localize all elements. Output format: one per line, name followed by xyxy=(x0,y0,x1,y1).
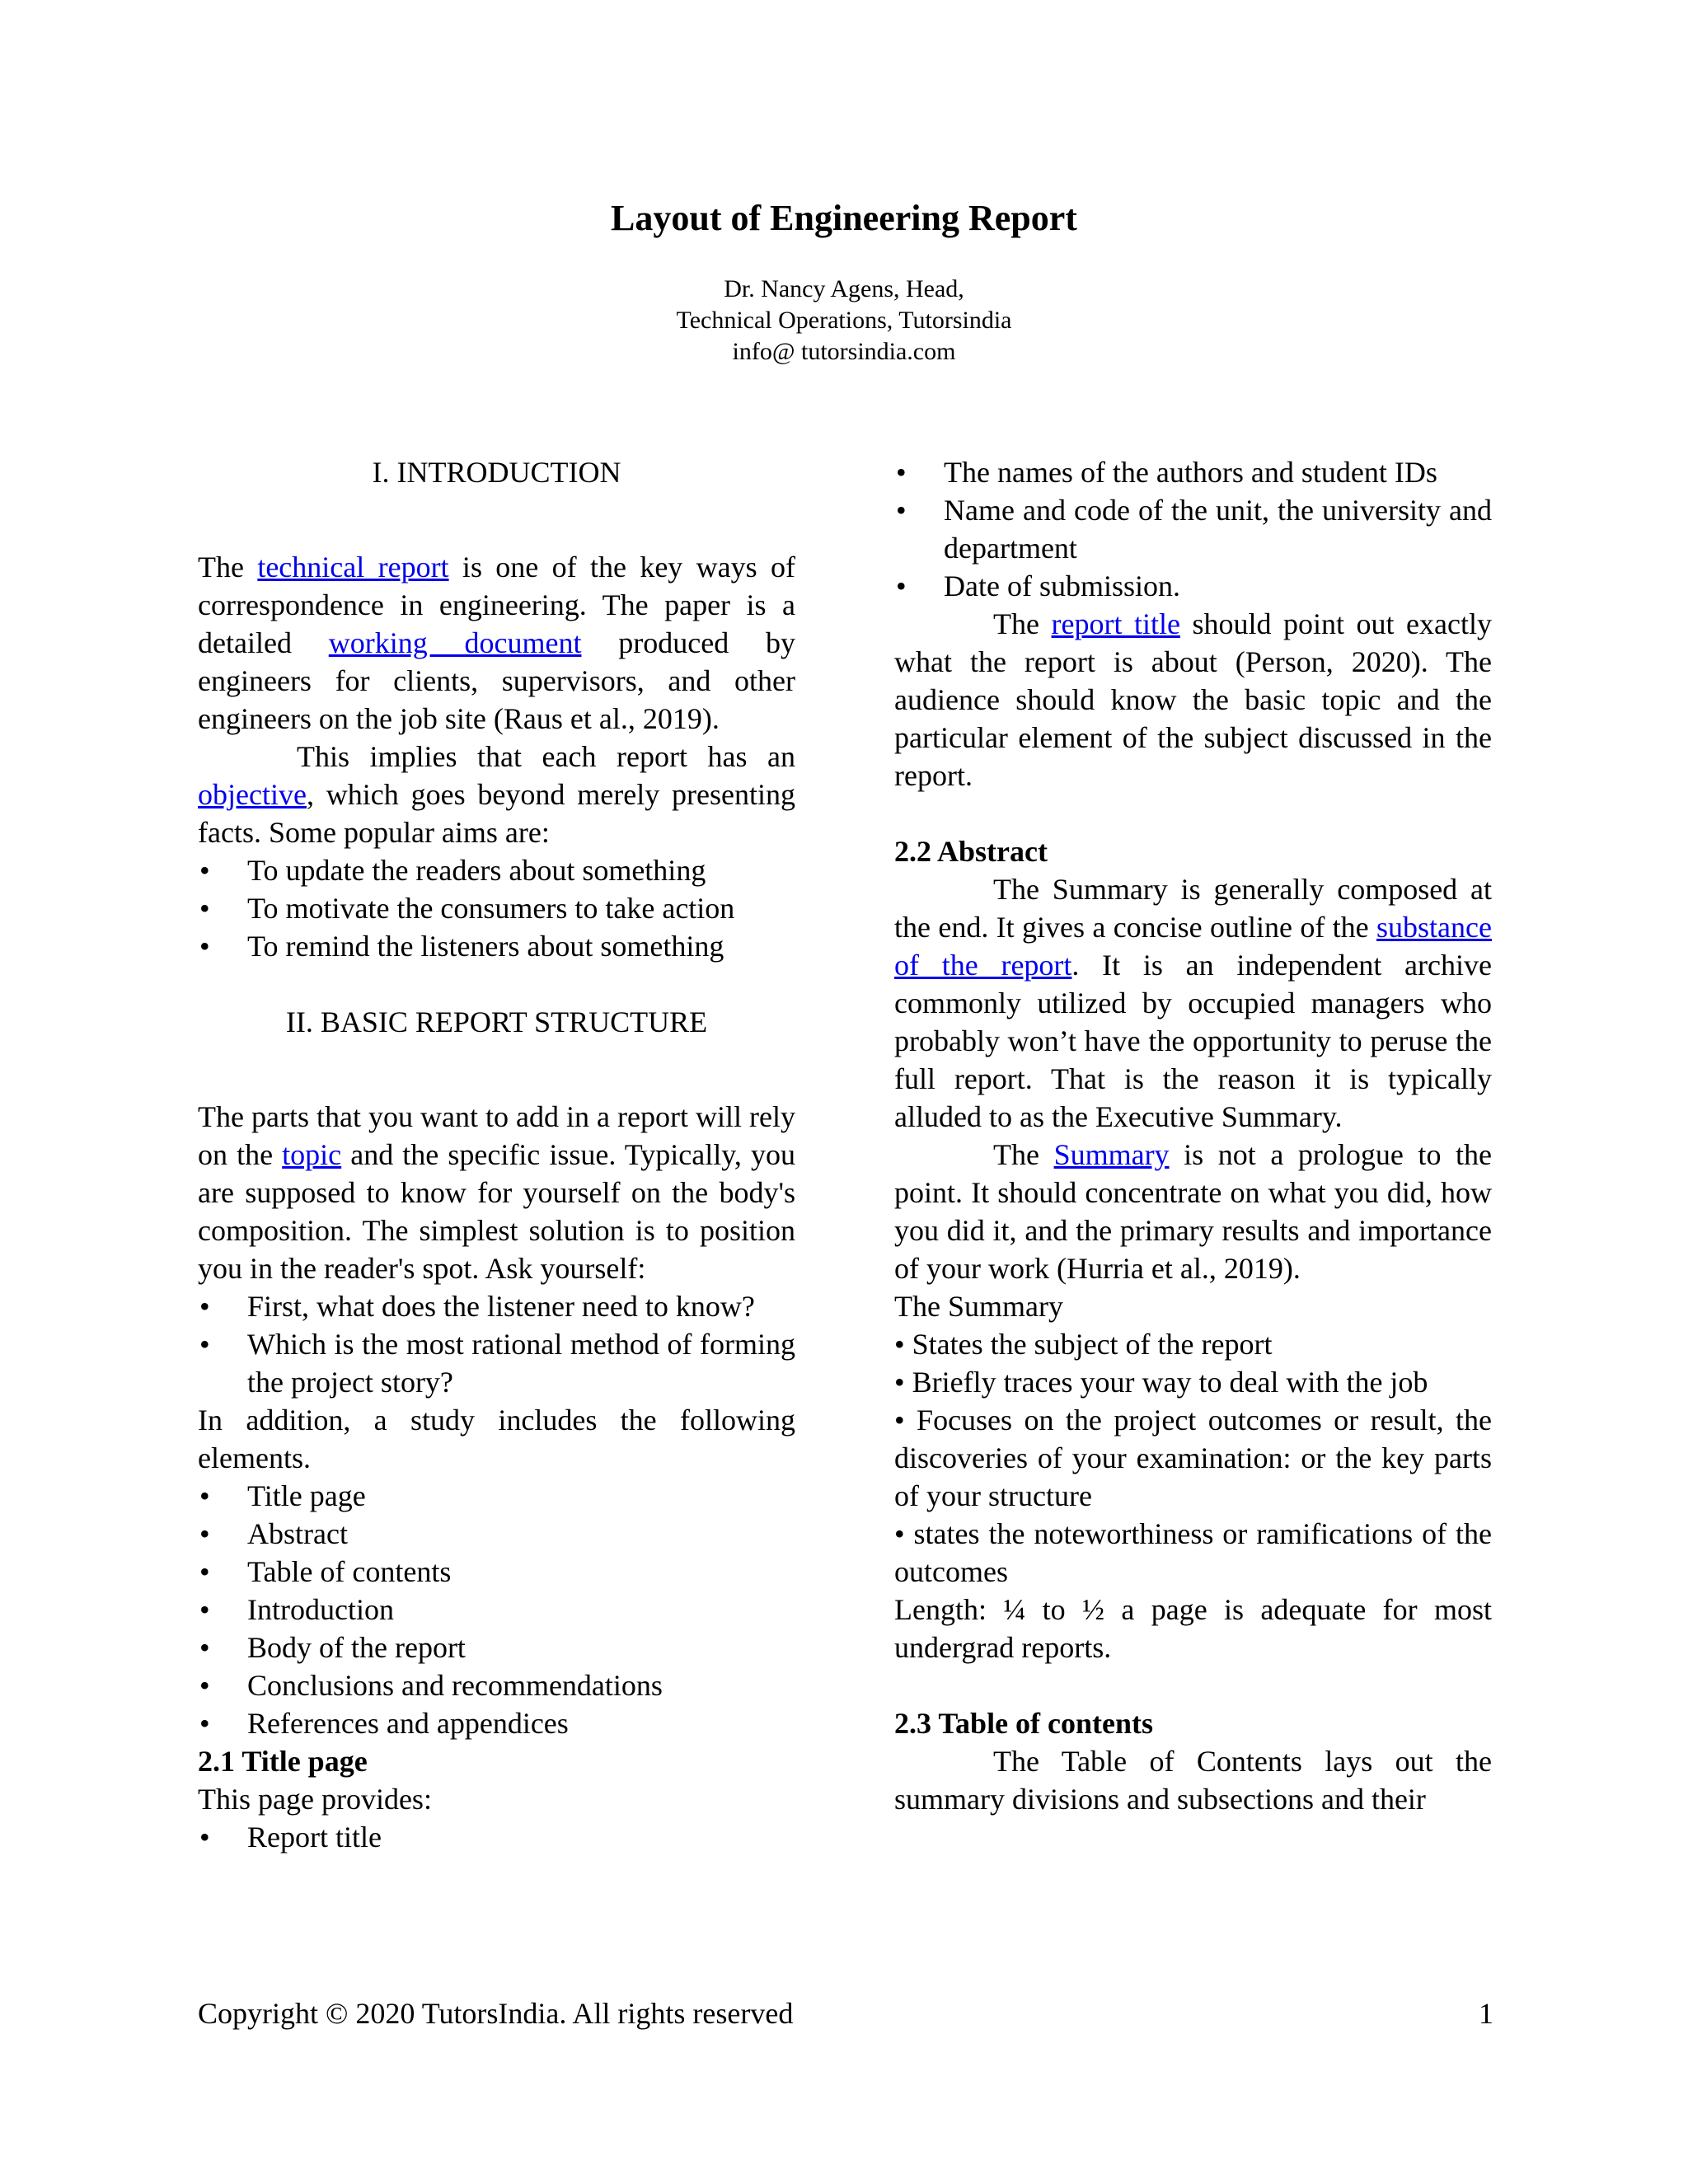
subsection-heading-table-of-contents: 2.3 Table of contents xyxy=(894,1707,1154,1740)
link-substance-of-the-report[interactable]: substance of the report xyxy=(894,911,1492,982)
subsection-heading-abstract: 2.2 Abstract xyxy=(894,835,1048,868)
toc-paragraph: The Table of Contents lays out the summary divisions and subsections and their xyxy=(894,1745,1492,1816)
page-number: 1 xyxy=(1479,1997,1493,2030)
link-objective[interactable]: objective xyxy=(198,778,307,811)
elements-list xyxy=(198,1477,795,1742)
list-item: • The names of the authors and student IDs xyxy=(894,453,1492,491)
list-item: • Table of contents xyxy=(198,1553,795,1591)
link-working-document[interactable]: working document xyxy=(328,626,582,659)
list-item: • Report title xyxy=(198,1818,795,1856)
document-title: Layout of Engineering Report xyxy=(611,198,1077,238)
summary-point: • Briefly traces your way to deal with the job xyxy=(894,1366,1428,1399)
summary-point: • states the noteworthiness or ramifications of the outcomes xyxy=(894,1517,1492,1588)
elements-paragraph: In addition, a study includes the following elements. xyxy=(198,1404,795,1474)
summary-point: • States the subject of the report xyxy=(894,1328,1273,1361)
structure-paragraph: The parts that you want to add in a report will rely on the topic and the specific issue. Typically, you are supposed to know for yourself on the body's composition. The simplest solution is to position you in the reader's spot. Ask yourself: xyxy=(198,1100,795,1285)
list-item: • Title page xyxy=(198,1477,795,1515)
author-block xyxy=(0,274,1688,368)
right-column xyxy=(894,453,1492,1818)
summary-label: The Summary xyxy=(894,1290,1063,1323)
list-item: • To motivate the consumers to take action xyxy=(198,889,795,927)
provides-list xyxy=(198,1818,795,1856)
list-item: • Introduction xyxy=(198,1591,795,1629)
questions-list xyxy=(198,1287,795,1401)
provides-paragraph: This page provides: xyxy=(198,1783,432,1816)
list-item: • Conclusions and recommendations xyxy=(198,1666,795,1704)
list-item: • To update the readers about something xyxy=(198,851,795,889)
objective-paragraph: This implies that each report has an objective, which goes beyond merely presenting facts. Some popular aims are: xyxy=(198,740,795,849)
page-footer xyxy=(198,1994,1493,2032)
link-report-title[interactable]: report title xyxy=(1051,607,1180,640)
left-column xyxy=(198,453,795,1856)
list-item: • References and appendices xyxy=(198,1704,795,1742)
list-item: • Date of submission. xyxy=(894,567,1492,605)
subsection-heading-title-page: 2.1 Title page xyxy=(198,1745,368,1778)
link-topic[interactable]: topic xyxy=(282,1138,342,1171)
author-email: info@ tutorsindia.com xyxy=(732,338,956,365)
abstract-paragraph-1: The Summary is generally composed at the end. It gives a concise outline of the substance of the report. It is an independent archive commonly utilized by occupied managers who probably won’t have the opportunity to peruse the full report. That is the reason it is typically alluded to as the Executive Summary. xyxy=(894,873,1492,1133)
length-paragraph: Length: ¼ to ½ a page is adequate for most undergrad reports. xyxy=(894,1593,1492,1664)
list-item: • First, what does the listener need to know? xyxy=(198,1287,795,1325)
provides-list-continued xyxy=(894,453,1492,605)
author-affiliation: Technical Operations, Tutorsindia xyxy=(676,307,1012,334)
summary-point: • Focuses on the project outcomes or result, the discoveries of your examination: or the key parts of your structure xyxy=(894,1404,1492,1512)
link-summary[interactable]: Summary xyxy=(1053,1138,1170,1171)
abstract-paragraph-2: The Summary is not a prologue to the point. It should concentrate on what you did, how you did it, and the primary results and importance of your work (Hurria et al., 2019). xyxy=(894,1138,1493,1285)
list-item: • Body of the report xyxy=(198,1629,795,1666)
list-item: • To remind the listeners about something xyxy=(198,927,795,965)
aims-list xyxy=(198,851,795,965)
report-title-paragraph: The report title should point out exactly what the report is about (Person, 2020). The audience should know the basic topic and the particular element of the subject discussed in the report. xyxy=(894,607,1492,792)
section-heading-structure: II. BASIC REPORT STRUCTURE xyxy=(285,1005,708,1038)
intro-paragraph: The technical report is one of the key ways of correspondence in engineering. The paper is a detailed working document produced by engineers for clients, supervisors, and other engineers on the job site (Raus et al., 2019). xyxy=(198,551,795,735)
link-technical-report[interactable]: technical report xyxy=(257,551,449,583)
author-name: Dr. Nancy Agens, Head, xyxy=(724,275,964,302)
list-item: • Abstract xyxy=(198,1515,795,1553)
list-item: • Which is the most rational method of forming the project story? xyxy=(198,1325,795,1401)
copyright-text: Copyright © 2020 TutorsIndia. All rights reserved xyxy=(198,1997,794,2030)
list-item: • Name and code of the unit, the university and department xyxy=(894,491,1492,567)
section-heading-introduction: I. INTRODUCTION xyxy=(372,456,621,489)
